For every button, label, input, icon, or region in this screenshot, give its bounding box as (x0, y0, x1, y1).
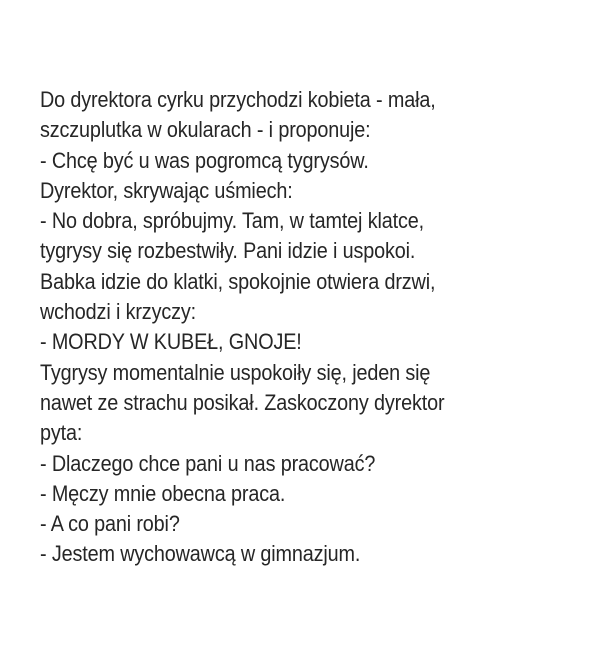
joke-line: nawet ze strachu posikał. Zaskoczony dyrektor (40, 389, 445, 415)
joke-line: Babka idzie do klatki, spokojnie otwiera drzwi, (40, 268, 436, 294)
joke-line: - MORDY W KUBEŁ, GNOJE! (40, 329, 302, 355)
joke-line: pyta: (40, 420, 83, 446)
joke-line: Do dyrektora cyrku przychodzi kobieta - mała, (40, 87, 436, 112)
joke-line: - Chcę być u was pogromcą tygrysów. (40, 147, 369, 173)
joke-line: tygrysy się rozbestwiły. Pani idzie i uspokoi. (40, 238, 416, 264)
joke-line: - No dobra, spróbujmy. Tam, w tamtej klatce, (40, 208, 424, 234)
joke-line: Dyrektor, skrywając uśmiech: (40, 177, 293, 203)
joke-line: - Dlaczego chce pani u nas pracować? (40, 450, 376, 476)
joke-text (40, 85, 526, 570)
joke-line: szczuplutka w okularach - i proponuje: (40, 117, 371, 143)
joke-line: - A co pani robi? (40, 511, 180, 537)
joke-line: wchodzi i krzyczy: (40, 299, 197, 325)
joke-line: - Męczy mnie obecna praca. (40, 480, 286, 506)
joke-line: Tygrysy momentalnie uspokoiły się, jeden się (40, 359, 431, 385)
joke-line: - Jestem wychowawcą w gimnazjum. (40, 541, 361, 567)
